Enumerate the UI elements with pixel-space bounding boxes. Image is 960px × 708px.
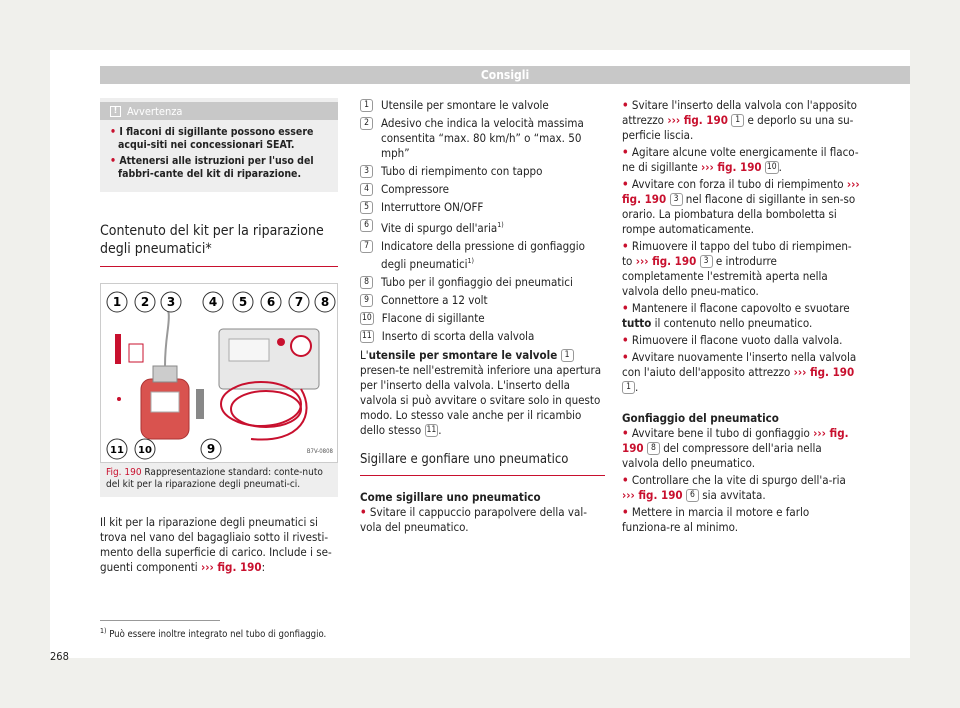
list-item: • Mettere in marcia il motore e farlo funziona-re al minimo. [622, 505, 810, 534]
fig-link[interactable]: ››› fig. 190 [701, 160, 762, 174]
list-item: 3 Tubo di riempimento con tappo [360, 164, 605, 179]
valve-paragraph: L'utensile per smontare le valvole 1 presen-te nell'estremità inferiore una apertura per l'inserto della valvola. L'inserto della valvola si può avvitare o svitare solo in questo modo. Lo stesso vale anche per il ricambio dello stesso 11 . [360, 347, 602, 437]
list-item: 7 Indicatore della pressione di gonfiaggio degli pneumatici$^{1)}$ [360, 239, 605, 272]
figure-kit [100, 283, 338, 463]
list-item: • Svitare il cappuccio parapolvere della val-vola del pneumatico. [360, 504, 587, 534]
fig-label-7 [289, 292, 309, 312]
svg-text:8: 8 [320, 295, 330, 309]
list-item: • Rimuovere il flacone vuoto dalla valvola. [622, 333, 843, 347]
list-item: • Avvitare con forza il tubo di riempimento ››› fig. 190 3 nel flacone di sigillante in sen-so orario. La piombatura della bomboletta si rompe automaticamente. [622, 177, 860, 236]
page-number: 268 [50, 650, 69, 663]
fig-link[interactable]: ››› fig. 190 [635, 254, 697, 268]
list-item: 2 Adesivo che indica la velocità massima consentita “max. 80 km/h” o “max. 50 mph” [360, 116, 605, 161]
list-item: • Svitare l'inserto della valvola con l'apposito attrezzo ››› fig. 190 1 e deporlo su una su-perficie liscia. [622, 98, 857, 142]
list-item: 1 Utensile per smontare le valvole [360, 98, 605, 113]
fig-link[interactable]: ››› fig. 190 [793, 365, 855, 379]
svg-text:5: 5 [238, 295, 248, 309]
svg-text:3: 3 [166, 295, 176, 309]
figure-caption: Fig. 190 Rappresentazione standard: conte-nuto del kit per la riparazione degli pneumati-ci. [100, 463, 338, 497]
svg-text:10: 10 [138, 445, 152, 456]
column-middle [360, 98, 605, 537]
svg-text:6: 6 [266, 295, 276, 309]
warning-icon: ! [110, 106, 121, 117]
section-header: Consigli [100, 66, 910, 84]
column-left [100, 98, 338, 575]
footnote-divider [100, 620, 220, 621]
kit-illustration [101, 284, 337, 462]
warning-box [100, 98, 338, 192]
column-right [622, 98, 860, 537]
warning-title: Avvertenza [127, 104, 183, 118]
list-item: 8 Tubo per il gonfiaggio dei pneumatici [360, 275, 605, 290]
list-item: 4 Compressore [360, 182, 605, 197]
seal-block [360, 490, 605, 535]
fig-label-1 [107, 292, 127, 312]
figure-code: B7V-0808 [306, 448, 333, 455]
page [50, 50, 910, 658]
section-title: Contenuto del kit per la riparazione degli pneumatici* [100, 222, 338, 267]
fig-label-9 [201, 439, 221, 459]
fig-label-5 [233, 292, 253, 312]
list-item: • Avvitare bene il tubo di gonfiaggio ››› fig. 190 8 del compressore dell'aria nella valvola dello pneumatico. [622, 426, 849, 470]
list-item: 10 Flacone di sigillante [362, 310, 485, 325]
list-item: • Avvitare nuovamente l'inserto nella valvola con l'aiuto dell'apposito attrezzo ››› fig. 190 1 . [622, 350, 857, 394]
fig-link[interactable]: ››› fig. 190 [622, 488, 683, 502]
inflate-title: Gonfiaggio del pneumatico [622, 411, 779, 425]
subsection-title: Sigillare e gonfiare uno pneumatico [360, 452, 605, 476]
fig-link[interactable]: ››› fig. 190 [622, 426, 849, 455]
list-item: • Rimuovere il tappo del tubo di riempimen-to ››› fig. 190 3 e introdurre completamente l'estremità aperta nella valvola dello pneu-matico. [622, 239, 852, 298]
fig-label-8 [315, 292, 335, 312]
fig-link[interactable]: ››› fig. 190 [667, 113, 728, 127]
component-list [360, 98, 605, 344]
list-item: 11 Inserto di scorta della valvola [362, 328, 535, 343]
fig-label-11 [107, 439, 127, 459]
intro-paragraph: Il kit per la riparazione degli pneumatici si trova nel vano del bagagliaio sotto il rivesti-mento della superficie di carico. Include i se-guenti componenti ››› fig. 190: [100, 515, 332, 574]
warning-header [100, 102, 338, 120]
footnote: $^{1)}$ Può essere inoltre integrato nel tubo di gonfiaggio. [100, 627, 327, 641]
fig-label-6 [261, 292, 281, 312]
warning-item: • Attenersi alle istruzioni per l'uso del fabbri-cante del kit di riparazione. [110, 155, 314, 180]
fig-label-10 [135, 439, 155, 459]
list-item: • Controllare che la vite di spurgo dell'a-ria ››› fig. 190 6 sia avvitata. [622, 473, 846, 502]
svg-text:9: 9 [206, 442, 216, 456]
svg-text:7: 7 [294, 295, 304, 309]
svg-text:1: 1 [112, 295, 122, 309]
fig-label-4 [203, 292, 223, 312]
warning-item: • I flaconi di sigillante possono essere acqui-siti nei concessionari SEAT. [110, 126, 314, 151]
svg-text:2: 2 [140, 295, 150, 309]
seal-title: Come sigillare uno pneumatico [360, 489, 541, 504]
svg-text:11: 11 [110, 445, 124, 456]
list-item: 5 Interruttore ON/OFF [360, 200, 605, 215]
list-item: 6 Vite di spurgo dell'aria$^{1)}$ [360, 218, 605, 236]
list-item: 9 Connettore a 12 volt [360, 293, 605, 308]
svg-text:4: 4 [208, 295, 218, 309]
fig-label-3 [161, 292, 181, 312]
fig-link[interactable]: ››› fig. 190 [200, 560, 262, 574]
fig-label-2 [135, 292, 155, 312]
list-item: • Agitare alcune volte energicamente il flaco-ne di sigillante ››› fig. 190 10 . [622, 145, 859, 174]
fig-link[interactable]: ››› fig. 190 [622, 177, 860, 206]
list-item: • Mantenere il flacone capovolto e svuotare tutto il contenuto nello pneumatico. [622, 301, 850, 330]
